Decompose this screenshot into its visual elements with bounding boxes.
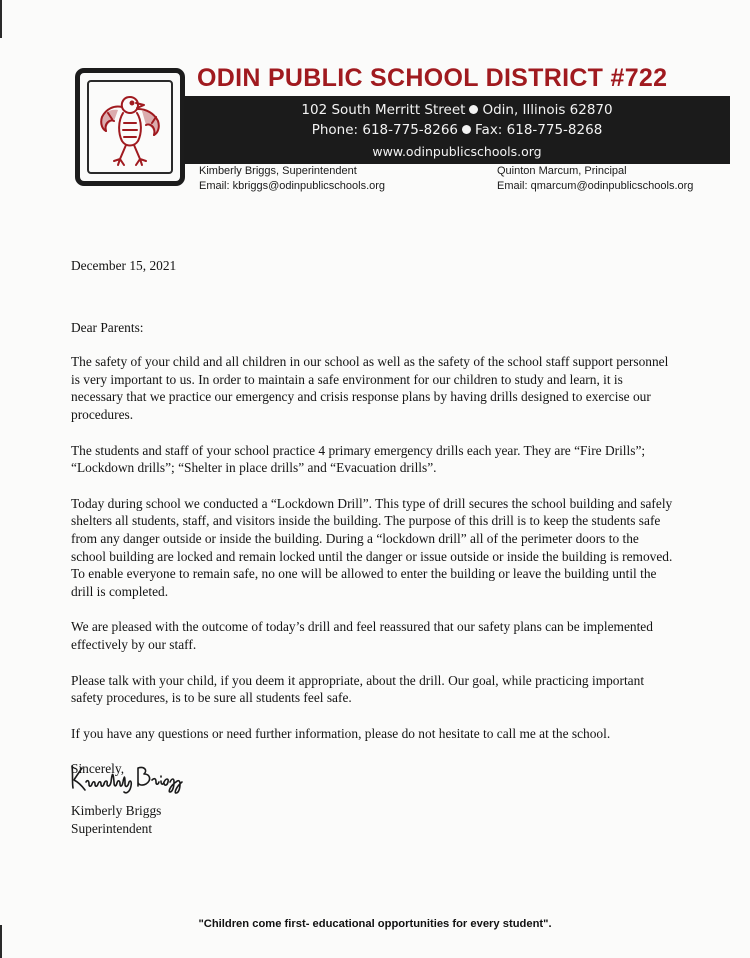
signer-title: Superintendent <box>71 820 153 836</box>
fax-number: Fax: 618-775-8268 <box>475 122 603 138</box>
phone-number: Phone: 618-775-8266 <box>311 122 459 138</box>
letter-date: December 15, 2021 <box>71 258 177 273</box>
letter-paragraph: The safety of your child and all children in our school as well as the safety of the school staff support personnel is very important to us. In order to maintain a safe environment for our children to study and learn, it is necessary that we practice our emergency and crisis response plans by having drills designed to exercise our procedures. <box>71 354 669 422</box>
principal-name: Quinton Marcum, Principal <box>497 165 627 177</box>
district-phone-fax <box>184 122 730 138</box>
address-city: Odin, Illinois 62870 <box>482 102 613 118</box>
letter-closing: Sincerely, <box>71 761 125 777</box>
footer-motto: "Children come first- educational opportunities for every student". <box>198 918 552 930</box>
district-address <box>184 102 730 118</box>
superintendent-contact <box>199 164 385 194</box>
district-website: www.odinpublicschools.org <box>372 144 542 159</box>
district-title: ODIN PUBLIC SCHOOL DISTRICT #722 <box>197 64 668 92</box>
letter-paragraph: The students and staff of your school practice 4 primary emergency drills each year. They are “Fire Drills”; “Lockdown drills”; “Shelter in place drills” and “Evacuation drills”. <box>71 442 646 476</box>
superintendent-name: Kimberly Briggs, Superintendent <box>199 165 357 177</box>
principal-contact <box>497 164 693 194</box>
page-edge-line-top <box>0 0 2 38</box>
signer-name: Kimberly Briggs <box>71 803 162 818</box>
principal-email: Email: qmarcum@odinpublicschools.org <box>497 180 694 192</box>
letterhead-banner <box>184 96 730 164</box>
bullet-icon <box>462 125 471 134</box>
superintendent-email: Email: kbriggs@odinpublicschools.org <box>199 180 386 192</box>
letter-paragraph: If you have any questions or need further information, please do not hesitate to call me at the school. <box>71 725 611 741</box>
letter-salutation: Dear Parents: <box>71 319 144 335</box>
district-logo <box>75 68 185 186</box>
letter-paragraph: Please talk with your child, if you deem it appropriate, about the drill. Our goal, while practicing important safety procedures, is to be sure all students feel safe. <box>71 672 645 706</box>
handwritten-signature <box>66 760 196 796</box>
letter-paragraph: We are pleased with the outcome of today’s drill and feel reassured that our safety plans can be implemented effectively by our staff. <box>71 619 653 652</box>
eagle-mascot-icon <box>90 83 170 171</box>
signer-block <box>71 802 161 837</box>
letter-paragraph: Today during school we conducted a “Lockdown Drill”. This type of drill secures the school building and safely shelters all students, staff, and visitors inside the building. The purpose of this drill is to keep the students safe from any danger outside or inside the building. During a “lockdown drill” all of the perimeter doors to the school building are locked and remain locked until the danger or issue outside or inside the building is removed. To enable everyone to remain safe, no one will be allowed to enter the building or leave the building until the drill is completed. <box>71 495 673 599</box>
letter-body <box>71 257 676 778</box>
bullet-icon <box>469 105 478 114</box>
address-street: 102 South Merritt Street <box>301 102 466 118</box>
